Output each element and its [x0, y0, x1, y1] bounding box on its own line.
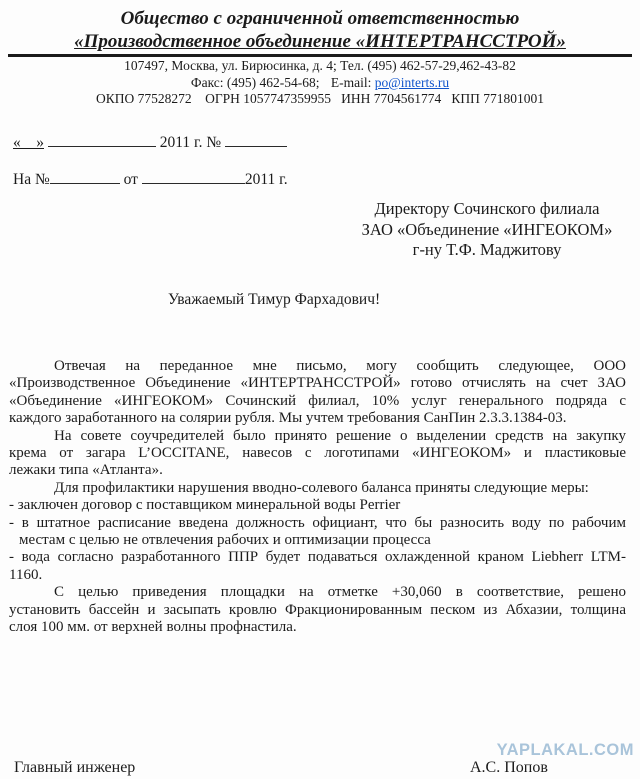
salutation: Уважаемый Тимур Фархадович!: [168, 291, 381, 308]
ref-number-blank-line: [50, 170, 120, 184]
ref-from-label: от: [123, 171, 138, 188]
number-blank-line: [225, 133, 287, 147]
recipient-block: [360, 199, 614, 261]
signature-title: Главный инженер: [14, 759, 136, 776]
body-line: 1160.: [9, 566, 43, 583]
fax-email-line: [0, 75, 640, 91]
org-type-line: Общество с ограниченной ответственностью: [120, 8, 520, 29]
body-line: крема от загара L’OCCITANE, навесов с логотипами «ИНГЕОКОМ» и пластиковые: [9, 445, 626, 462]
body-line: Отвечая на переданное мне письмо, могу сообщить следующее, ООО: [54, 358, 626, 374]
ref-year-label: 2011 г.: [244, 171, 288, 188]
date-blank-line: [48, 133, 156, 147]
date-line-1: [13, 133, 288, 149]
recipient-company: ЗАО «Объединение «ИНГЕОКОМ»: [361, 219, 613, 239]
codes-line: ОКПО 77528272 ОГРН 1057747359955 ИНН 7704561774 КПП 771801001: [95, 91, 545, 106]
email-link[interactable]: po@interts.ru: [374, 74, 450, 90]
body-line: - вода согласно разработанного ППР будет подаваться охлажденной краном Liebherr LTM-: [9, 549, 626, 566]
body-line: «Объединение «ИНГЕОКОМ» Сочинский филиал, 10% услуг генерального подряда с: [9, 392, 626, 409]
body-line: - в штатное расписание введена должность официант, что бы разносить воду по рабочим: [9, 514, 626, 531]
body-line: установить бассейн и засыпать кровлю Фракционированным песком из Абхазии, толщина: [9, 601, 626, 618]
ref-date-blank-line: [142, 170, 245, 184]
ref-prefix: На №: [13, 171, 50, 188]
body-line: слоя 100 мм. от верхней волны профнастила.: [9, 619, 297, 636]
body-line: Для профилактики нарушения вводно-солевого баланса приняты следующие меры:: [54, 479, 589, 496]
yaplakal-watermark: YAPLAKAL.COM: [496, 741, 634, 759]
day-quotes: « »: [13, 134, 44, 151]
body-line: каждого заработанного на солярии рубля. Мы учтем требования СанПин 2.3.3.1384-03.: [9, 410, 567, 427]
letterhead: [0, 7, 640, 107]
body-line: местам с целью не отвлечения рабочих и оптимизации процесса: [19, 532, 431, 549]
body-line: - заключен договор с поставщиком минеральной воды Perrier: [9, 497, 401, 514]
body-line: «Производственное Объединение «ИНТЕРТРАНССТРОЙ» готово отчислять на счет ЗАО: [9, 375, 626, 392]
body-line: лежаки типа «Атланта».: [9, 462, 163, 479]
header-rule: [8, 54, 632, 57]
recipient-position: Директору Сочинского филиала: [374, 199, 600, 218]
letter-body: [9, 358, 626, 637]
address-line: 107497, Москва, ул. Бирюсинка, д. 4; Тел. (495) 462-57-29,462-43-82: [124, 58, 516, 73]
org-name-line: «Производственное объединение «ИНТЕРТРАНССТРОЙ»: [74, 31, 566, 52]
body-line: На совете соучредителей было принято решение о выделении средств на закупку: [54, 427, 626, 444]
email-label: E-mail:: [330, 74, 372, 90]
date-block: [13, 133, 288, 186]
signature-name: А.С. Попов: [470, 759, 548, 776]
fax-number: Факс: (495) 462-54-68;: [190, 74, 320, 90]
recipient-person: г-ну Т.Ф. Маджитову: [412, 240, 562, 259]
date-line-2: [13, 170, 288, 186]
date-year-number-label: 2011 г. №: [159, 134, 222, 151]
body-line: С целью приведения площадки на отметке +30,060 в соответствие, решено: [54, 584, 626, 601]
